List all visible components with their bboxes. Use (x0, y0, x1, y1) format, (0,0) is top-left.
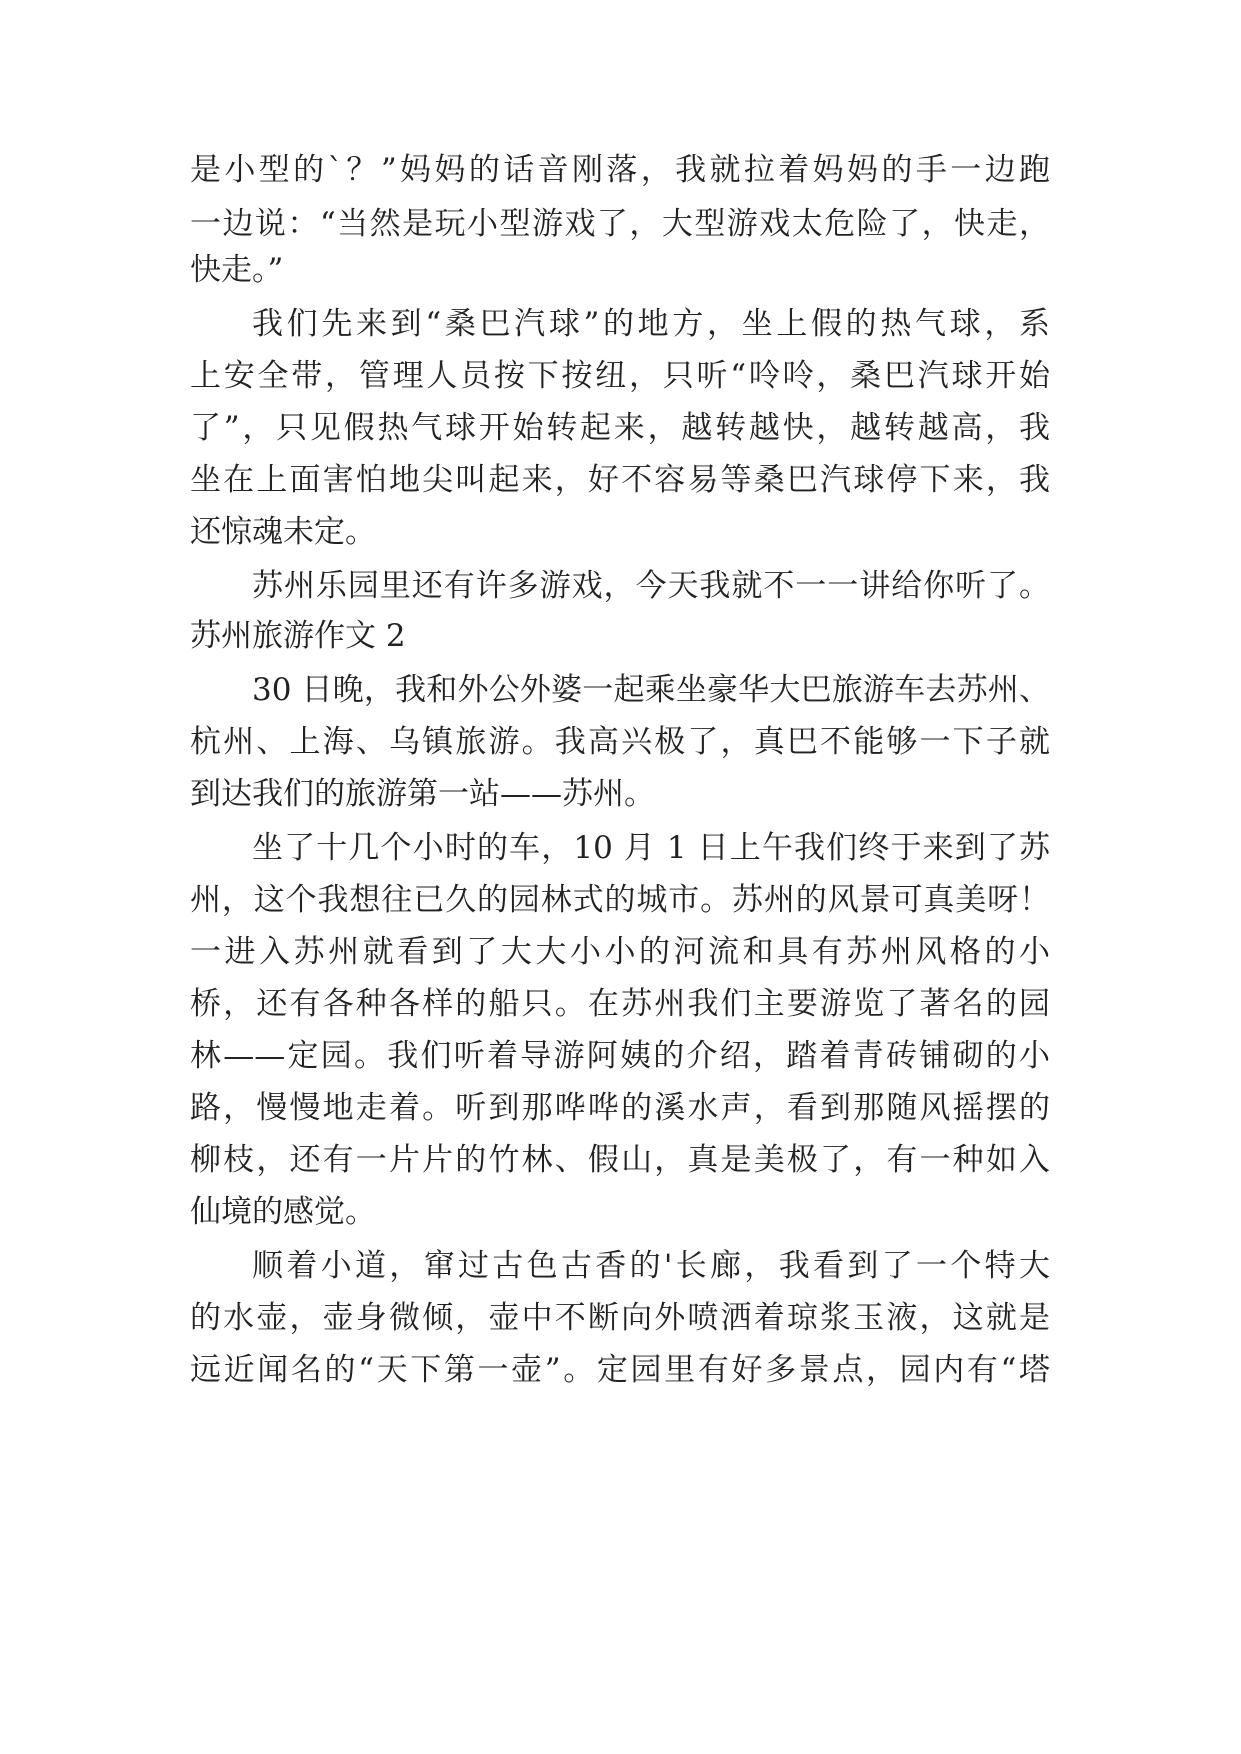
text-line: 州，这个我想往已久的园林式的城市。苏州的风景可真美呀！ (190, 882, 1050, 918)
text-line: 30 日晚，我和外公外婆一起乘坐豪华大巴旅游车去苏州、 (252, 672, 1050, 708)
text-line: 我们先来到“桑巴汽球”的地方，坐上假的热气球，系 (252, 306, 1050, 342)
text-line: 是小型的`？”妈妈的话音刚落，我就拉着妈妈的手一边跑 (190, 152, 1050, 188)
text-line: 杭州、上海、乌镇旅游。我高兴极了，真巴不能够一下子就 (190, 724, 1050, 760)
text-line: 到达我们的旅游第一站——苏州。 (190, 776, 655, 812)
text-line: 上安全带，管理人员按下按纽，只听“呤呤，桑巴汽球开始 (190, 358, 1050, 394)
text-line: 柳枝，还有一片片的竹林、假山，真是美极了，有一种如入 (190, 1142, 1050, 1178)
text-line: 了”，只见假热气球开始转起来，越转越快，越转越高，我 (190, 410, 1050, 446)
text-line: 仙境的感觉。 (190, 1194, 376, 1230)
text-line: 远近闻名的“天下第一壶”。定园里有好多景点，园内有“塔 (190, 1352, 1050, 1388)
text-line: 快走。” (190, 252, 284, 288)
text-line: 一进入苏州就看到了大大小小的河流和具有苏州风格的小 (190, 934, 1050, 970)
text-line: 坐了十几个小时的车，10 月 1 日上午我们终于来到了苏 (252, 830, 1050, 866)
text-line: 坐在上面害怕地尖叫起来，好不容易等桑巴汽球停下来，我 (190, 462, 1050, 498)
section-heading: 苏州旅游作文 2 (190, 618, 406, 654)
text-line: 林——定园。我们听着导游阿姨的介绍，踏着青砖铺砌的小 (190, 1038, 1050, 1074)
text-line: 桥，还有各种各样的船只。在苏州我们主要游览了著名的园 (190, 986, 1050, 1022)
text-line: 苏州乐园里还有许多游戏，今天我就不一一讲给你听了。 (252, 568, 1050, 604)
text-line: 的水壶，壶身微倾，壶中不断向外喷洒着琼浆玉液，这就是 (190, 1300, 1050, 1336)
text-line: 还惊魂未定。 (190, 514, 376, 550)
text-line: 路，慢慢地走着。听到那哗哗的溪水声，看到那随风摇摆的 (190, 1090, 1050, 1126)
text-line: 一边说：“当然是玩小型游戏了，大型游戏太危险了，快走， (190, 206, 1050, 242)
text-line: 顺着小道，窜过古色古香的'长廊，我看到了一个特大 (252, 1248, 1050, 1284)
